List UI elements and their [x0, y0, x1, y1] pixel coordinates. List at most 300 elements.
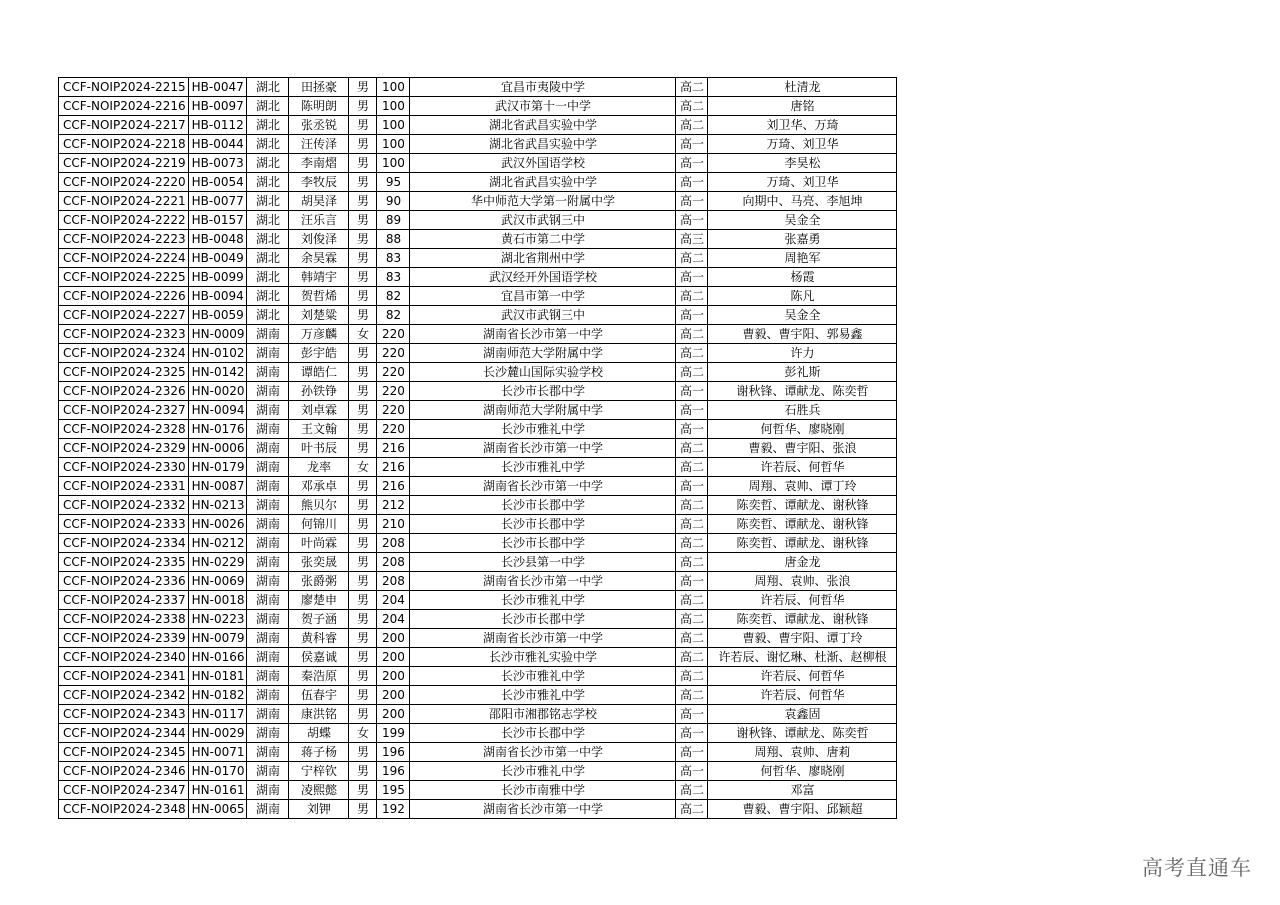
- table-row: [59, 477, 897, 496]
- registration-id-cell: CCF-NOIP2024-2221: [59, 192, 189, 211]
- school-cell: 湖南师范大学附属中学: [410, 344, 676, 363]
- registration-id-cell: CCF-NOIP2024-2223: [59, 230, 189, 249]
- registration-id-cell: CCF-NOIP2024-2324: [59, 344, 189, 363]
- coach-cell: 刘卫华、万琦: [708, 116, 897, 135]
- table-row: [59, 458, 897, 477]
- name-cell: 康洪铭: [289, 705, 349, 724]
- school-cell: 湖南省长沙市第一中学: [410, 743, 676, 762]
- contestant-code-cell: HB-0094: [188, 287, 247, 306]
- registration-id-cell: CCF-NOIP2024-2222: [59, 211, 189, 230]
- gender-cell: 男: [349, 363, 377, 382]
- table-row: [59, 135, 897, 154]
- grade-cell: 高一: [676, 724, 708, 743]
- registration-id-cell: CCF-NOIP2024-2343: [59, 705, 189, 724]
- coach-cell: 吴金全: [708, 306, 897, 325]
- school-cell: 长沙麓山国际实验学校: [410, 363, 676, 382]
- coach-cell: 曹毅、曹宇阳、张浪: [708, 439, 897, 458]
- coach-cell: 邓富: [708, 781, 897, 800]
- contestant-code-cell: HN-0166: [188, 648, 247, 667]
- name-cell: 贺哲烯: [289, 287, 349, 306]
- contestant-code-cell: HN-0161: [188, 781, 247, 800]
- name-cell: 熊贝尔: [289, 496, 349, 515]
- coach-cell: 陈凡: [708, 287, 897, 306]
- score-cell: 208: [377, 572, 410, 591]
- coach-cell: 曹毅、曹宇阳、谭丁玲: [708, 629, 897, 648]
- grade-cell: 高一: [676, 401, 708, 420]
- table-row: [59, 515, 897, 534]
- registration-id-cell: CCF-NOIP2024-2337: [59, 591, 189, 610]
- score-cell: 200: [377, 705, 410, 724]
- school-cell: 湖南省长沙市第一中学: [410, 572, 676, 591]
- contestant-code-cell: HN-0181: [188, 667, 247, 686]
- school-cell: 邵阳市湘郡铭志学校: [410, 705, 676, 724]
- province-cell: 湖北: [247, 154, 289, 173]
- registration-id-cell: CCF-NOIP2024-2325: [59, 363, 189, 382]
- registration-id-cell: CCF-NOIP2024-2216: [59, 97, 189, 116]
- school-cell: 长沙市雅礼中学: [410, 667, 676, 686]
- school-cell: 湖南省长沙市第一中学: [410, 477, 676, 496]
- registration-id-cell: CCF-NOIP2024-2336: [59, 572, 189, 591]
- score-cell: 196: [377, 762, 410, 781]
- grade-cell: 高二: [676, 553, 708, 572]
- gender-cell: 男: [349, 173, 377, 192]
- school-cell: 长沙市长郡中学: [410, 610, 676, 629]
- name-cell: 张丞锐: [289, 116, 349, 135]
- province-cell: 湖南: [247, 800, 289, 819]
- province-cell: 湖南: [247, 496, 289, 515]
- table-row: [59, 97, 897, 116]
- table-row: [59, 325, 897, 344]
- table-row: [59, 363, 897, 382]
- contestant-code-cell: HB-0054: [188, 173, 247, 192]
- coach-cell: 向期中、马亮、李旭坤: [708, 192, 897, 211]
- grade-cell: 高二: [676, 344, 708, 363]
- table-row: [59, 401, 897, 420]
- name-cell: 侯嘉诚: [289, 648, 349, 667]
- registration-id-cell: CCF-NOIP2024-2329: [59, 439, 189, 458]
- coach-cell: 许若辰、何哲华: [708, 667, 897, 686]
- contestant-code-cell: HB-0048: [188, 230, 247, 249]
- name-cell: 王文翰: [289, 420, 349, 439]
- coach-cell: 陈奕哲、谭献龙、谢秋锋: [708, 515, 897, 534]
- coach-cell: 万琦、刘卫华: [708, 135, 897, 154]
- grade-cell: 高一: [676, 762, 708, 781]
- table-row: [59, 800, 897, 819]
- school-cell: 长沙市长郡中学: [410, 515, 676, 534]
- grade-cell: 高二: [676, 496, 708, 515]
- contestant-code-cell: HN-0229: [188, 553, 247, 572]
- registration-id-cell: CCF-NOIP2024-2333: [59, 515, 189, 534]
- table-row: [59, 268, 897, 287]
- province-cell: 湖南: [247, 401, 289, 420]
- school-cell: 湖北省武昌实验中学: [410, 116, 676, 135]
- province-cell: 湖北: [247, 211, 289, 230]
- province-cell: 湖南: [247, 325, 289, 344]
- registration-id-cell: CCF-NOIP2024-2323: [59, 325, 189, 344]
- contestant-code-cell: HN-0170: [188, 762, 247, 781]
- table-row: [59, 781, 897, 800]
- province-cell: 湖北: [247, 78, 289, 97]
- registration-id-cell: CCF-NOIP2024-2341: [59, 667, 189, 686]
- score-cell: 216: [377, 458, 410, 477]
- score-cell: 83: [377, 268, 410, 287]
- table-row: [59, 306, 897, 325]
- grade-cell: 高一: [676, 154, 708, 173]
- school-cell: 长沙市雅礼实验中学: [410, 648, 676, 667]
- score-cell: 89: [377, 211, 410, 230]
- province-cell: 湖北: [247, 306, 289, 325]
- grade-cell: 高一: [676, 743, 708, 762]
- score-cell: 220: [377, 382, 410, 401]
- name-cell: 李牧辰: [289, 173, 349, 192]
- table-body: [59, 78, 897, 819]
- gender-cell: 男: [349, 306, 377, 325]
- grade-cell: 高三: [676, 230, 708, 249]
- province-cell: 湖南: [247, 344, 289, 363]
- registration-id-cell: CCF-NOIP2024-2332: [59, 496, 189, 515]
- contestant-code-cell: HN-0094: [188, 401, 247, 420]
- name-cell: 黄科睿: [289, 629, 349, 648]
- contestant-code-cell: HB-0099: [188, 268, 247, 287]
- registration-id-cell: CCF-NOIP2024-2338: [59, 610, 189, 629]
- table-row: [59, 667, 897, 686]
- name-cell: 何锦川: [289, 515, 349, 534]
- grade-cell: 高二: [676, 458, 708, 477]
- table-row: [59, 78, 897, 97]
- grade-cell: 高二: [676, 629, 708, 648]
- grade-cell: 高一: [676, 211, 708, 230]
- coach-cell: 许若辰、何哲华: [708, 591, 897, 610]
- coach-cell: 周翔、袁帅、谭丁玲: [708, 477, 897, 496]
- school-cell: 长沙市雅礼中学: [410, 686, 676, 705]
- registration-id-cell: CCF-NOIP2024-2345: [59, 743, 189, 762]
- contestant-code-cell: HN-0176: [188, 420, 247, 439]
- gender-cell: 男: [349, 344, 377, 363]
- registration-id-cell: CCF-NOIP2024-2335: [59, 553, 189, 572]
- name-cell: 伍春宇: [289, 686, 349, 705]
- name-cell: 孙铁铮: [289, 382, 349, 401]
- grade-cell: 高二: [676, 800, 708, 819]
- grade-cell: 高二: [676, 667, 708, 686]
- score-cell: 83: [377, 249, 410, 268]
- name-cell: 韩靖宇: [289, 268, 349, 287]
- gender-cell: 男: [349, 135, 377, 154]
- name-cell: 刘卓霖: [289, 401, 349, 420]
- registration-id-cell: CCF-NOIP2024-2344: [59, 724, 189, 743]
- contestant-code-cell: HN-0069: [188, 572, 247, 591]
- table-row: [59, 173, 897, 192]
- province-cell: 湖南: [247, 572, 289, 591]
- grade-cell: 高一: [676, 572, 708, 591]
- grade-cell: 高一: [676, 268, 708, 287]
- contestant-code-cell: HB-0077: [188, 192, 247, 211]
- school-cell: 长沙市雅礼中学: [410, 762, 676, 781]
- registration-id-cell: CCF-NOIP2024-2348: [59, 800, 189, 819]
- school-cell: 长沙县第一中学: [410, 553, 676, 572]
- school-cell: 湖南师范大学附属中学: [410, 401, 676, 420]
- school-cell: 湖南省长沙市第一中学: [410, 800, 676, 819]
- gender-cell: 女: [349, 458, 377, 477]
- school-cell: 武汉市第十一中学: [410, 97, 676, 116]
- province-cell: 湖南: [247, 724, 289, 743]
- gender-cell: 男: [349, 192, 377, 211]
- grade-cell: 高二: [676, 439, 708, 458]
- table-row: [59, 420, 897, 439]
- score-cell: 196: [377, 743, 410, 762]
- gender-cell: 男: [349, 762, 377, 781]
- registration-id-cell: CCF-NOIP2024-2224: [59, 249, 189, 268]
- province-cell: 湖南: [247, 363, 289, 382]
- table-row: [59, 439, 897, 458]
- school-cell: 武汉经开外国语学校: [410, 268, 676, 287]
- school-cell: 长沙市长郡中学: [410, 382, 676, 401]
- name-cell: 田拯豪: [289, 78, 349, 97]
- coach-cell: 杜清龙: [708, 78, 897, 97]
- gender-cell: 男: [349, 382, 377, 401]
- coach-cell: 彭礼斯: [708, 363, 897, 382]
- score-cell: 210: [377, 515, 410, 534]
- grade-cell: 高一: [676, 192, 708, 211]
- grade-cell: 高二: [676, 78, 708, 97]
- name-cell: 邓承卓: [289, 477, 349, 496]
- province-cell: 湖北: [247, 249, 289, 268]
- name-cell: 贺子涵: [289, 610, 349, 629]
- coach-cell: 许力: [708, 344, 897, 363]
- table-row: [59, 610, 897, 629]
- score-cell: 82: [377, 287, 410, 306]
- contestant-code-cell: HN-0179: [188, 458, 247, 477]
- grade-cell: 高一: [676, 173, 708, 192]
- table-row: [59, 116, 897, 135]
- table-row: [59, 762, 897, 781]
- score-cell: 100: [377, 116, 410, 135]
- name-cell: 谭皓仁: [289, 363, 349, 382]
- registration-id-cell: CCF-NOIP2024-2227: [59, 306, 189, 325]
- province-cell: 湖南: [247, 439, 289, 458]
- contestant-code-cell: HN-0071: [188, 743, 247, 762]
- score-cell: 100: [377, 97, 410, 116]
- score-cell: 216: [377, 477, 410, 496]
- registration-id-cell: CCF-NOIP2024-2340: [59, 648, 189, 667]
- name-cell: 张奕晟: [289, 553, 349, 572]
- province-cell: 湖南: [247, 515, 289, 534]
- province-cell: 湖北: [247, 135, 289, 154]
- province-cell: 湖南: [247, 667, 289, 686]
- gender-cell: 男: [349, 781, 377, 800]
- gender-cell: 男: [349, 648, 377, 667]
- contestant-code-cell: HB-0049: [188, 249, 247, 268]
- contestant-code-cell: HN-0102: [188, 344, 247, 363]
- school-cell: 宜昌市夷陵中学: [410, 78, 676, 97]
- grade-cell: 高二: [676, 116, 708, 135]
- name-cell: 彭宇皓: [289, 344, 349, 363]
- gender-cell: 男: [349, 287, 377, 306]
- grade-cell: 高二: [676, 287, 708, 306]
- name-cell: 汪乐言: [289, 211, 349, 230]
- contestant-code-cell: HB-0047: [188, 78, 247, 97]
- name-cell: 凌熙懿: [289, 781, 349, 800]
- table-row: [59, 648, 897, 667]
- province-cell: 湖南: [247, 686, 289, 705]
- table-row: [59, 534, 897, 553]
- table-row: [59, 287, 897, 306]
- contestant-code-cell: HN-0213: [188, 496, 247, 515]
- coach-cell: 吴金全: [708, 211, 897, 230]
- province-cell: 湖北: [247, 287, 289, 306]
- school-cell: 长沙市长郡中学: [410, 496, 676, 515]
- contestant-code-cell: HB-0044: [188, 135, 247, 154]
- province-cell: 湖南: [247, 591, 289, 610]
- school-cell: 宜昌市第一中学: [410, 287, 676, 306]
- gender-cell: 男: [349, 591, 377, 610]
- name-cell: 叶书辰: [289, 439, 349, 458]
- province-cell: 湖南: [247, 553, 289, 572]
- gender-cell: 男: [349, 515, 377, 534]
- score-cell: 200: [377, 686, 410, 705]
- coach-cell: 何哲华、廖晓刚: [708, 420, 897, 439]
- gender-cell: 男: [349, 477, 377, 496]
- score-cell: 88: [377, 230, 410, 249]
- grade-cell: 高二: [676, 97, 708, 116]
- contestant-code-cell: HN-0212: [188, 534, 247, 553]
- score-cell: 100: [377, 154, 410, 173]
- registration-id-cell: CCF-NOIP2024-2326: [59, 382, 189, 401]
- name-cell: 刘钾: [289, 800, 349, 819]
- coach-cell: 谢秋锋、谭献龙、陈奕哲: [708, 382, 897, 401]
- gender-cell: 男: [349, 230, 377, 249]
- province-cell: 湖南: [247, 762, 289, 781]
- grade-cell: 高二: [676, 686, 708, 705]
- gender-cell: 男: [349, 572, 377, 591]
- table-row: [59, 686, 897, 705]
- registration-id-cell: CCF-NOIP2024-2219: [59, 154, 189, 173]
- gender-cell: 女: [349, 325, 377, 344]
- province-cell: 湖北: [247, 173, 289, 192]
- contestant-code-cell: HN-0029: [188, 724, 247, 743]
- coach-cell: 杨霞: [708, 268, 897, 287]
- coach-cell: 李昊松: [708, 154, 897, 173]
- name-cell: 李南熠: [289, 154, 349, 173]
- registration-id-cell: CCF-NOIP2024-2217: [59, 116, 189, 135]
- score-cell: 195: [377, 781, 410, 800]
- province-cell: 湖南: [247, 781, 289, 800]
- contestant-code-cell: HB-0157: [188, 211, 247, 230]
- contestant-code-cell: HN-0223: [188, 610, 247, 629]
- score-cell: 95: [377, 173, 410, 192]
- province-cell: 湖南: [247, 382, 289, 401]
- gender-cell: 男: [349, 705, 377, 724]
- score-cell: 220: [377, 325, 410, 344]
- gender-cell: 男: [349, 496, 377, 515]
- table-row: [59, 230, 897, 249]
- gender-cell: 男: [349, 211, 377, 230]
- name-cell: 刘楚粱: [289, 306, 349, 325]
- school-cell: 长沙市雅礼中学: [410, 458, 676, 477]
- coach-cell: 石胜兵: [708, 401, 897, 420]
- grade-cell: 高一: [676, 705, 708, 724]
- gender-cell: 男: [349, 610, 377, 629]
- name-cell: 刘俊泽: [289, 230, 349, 249]
- grade-cell: 高一: [676, 420, 708, 439]
- contestant-code-cell: HB-0059: [188, 306, 247, 325]
- coach-cell: 何哲华、廖晓刚: [708, 762, 897, 781]
- province-cell: 湖南: [247, 648, 289, 667]
- score-cell: 208: [377, 553, 410, 572]
- school-cell: 湖北省武昌实验中学: [410, 135, 676, 154]
- contestant-code-cell: HN-0020: [188, 382, 247, 401]
- registration-id-cell: CCF-NOIP2024-2220: [59, 173, 189, 192]
- score-cell: 204: [377, 610, 410, 629]
- gender-cell: 男: [349, 420, 377, 439]
- coach-cell: 周翔、袁帅、张浪: [708, 572, 897, 591]
- gender-cell: 男: [349, 116, 377, 135]
- grade-cell: 高二: [676, 325, 708, 344]
- school-cell: 湖北省武昌实验中学: [410, 173, 676, 192]
- score-cell: 208: [377, 534, 410, 553]
- grade-cell: 高一: [676, 306, 708, 325]
- grade-cell: 高二: [676, 648, 708, 667]
- score-cell: 100: [377, 78, 410, 97]
- contestant-code-cell: HN-0142: [188, 363, 247, 382]
- name-cell: 叶尚霖: [289, 534, 349, 553]
- registration-id-cell: CCF-NOIP2024-2327: [59, 401, 189, 420]
- score-cell: 220: [377, 363, 410, 382]
- score-cell: 220: [377, 401, 410, 420]
- gender-cell: 男: [349, 629, 377, 648]
- school-cell: 长沙市雅礼中学: [410, 420, 676, 439]
- school-cell: 湖南省长沙市第一中学: [410, 325, 676, 344]
- registration-id-cell: CCF-NOIP2024-2328: [59, 420, 189, 439]
- coach-cell: 曹毅、曹宇阳、郭易鑫: [708, 325, 897, 344]
- gender-cell: 男: [349, 800, 377, 819]
- coach-cell: 谢秋锋、谭献龙、陈奕哲: [708, 724, 897, 743]
- name-cell: 龙率: [289, 458, 349, 477]
- contestant-code-cell: HN-0079: [188, 629, 247, 648]
- score-cell: 82: [377, 306, 410, 325]
- name-cell: 胡昊泽: [289, 192, 349, 211]
- contestant-code-cell: HB-0097: [188, 97, 247, 116]
- gender-cell: 男: [349, 686, 377, 705]
- score-cell: 220: [377, 420, 410, 439]
- coach-cell: 曹毅、曹宇阳、邱颖超: [708, 800, 897, 819]
- coach-cell: 许若辰、何哲华: [708, 458, 897, 477]
- table-row: [59, 553, 897, 572]
- name-cell: 张爵粥: [289, 572, 349, 591]
- gender-cell: 男: [349, 97, 377, 116]
- contestant-code-cell: HN-0065: [188, 800, 247, 819]
- grade-cell: 高二: [676, 534, 708, 553]
- registration-id-cell: CCF-NOIP2024-2218: [59, 135, 189, 154]
- coach-cell: 许若辰、谢忆琳、杜渐、赵柳根: [708, 648, 897, 667]
- province-cell: 湖北: [247, 116, 289, 135]
- name-cell: 万彦麟: [289, 325, 349, 344]
- table-row: [59, 705, 897, 724]
- registration-id-cell: CCF-NOIP2024-2330: [59, 458, 189, 477]
- school-cell: 长沙市南雅中学: [410, 781, 676, 800]
- grade-cell: 高一: [676, 382, 708, 401]
- coach-cell: 唐铭: [708, 97, 897, 116]
- score-cell: 100: [377, 135, 410, 154]
- province-cell: 湖南: [247, 610, 289, 629]
- score-cell: 90: [377, 192, 410, 211]
- coach-cell: 袁鑫固: [708, 705, 897, 724]
- table-row: [59, 211, 897, 230]
- registration-id-cell: CCF-NOIP2024-2339: [59, 629, 189, 648]
- province-cell: 湖北: [247, 230, 289, 249]
- gender-cell: 男: [349, 268, 377, 287]
- coach-cell: 张嘉勇: [708, 230, 897, 249]
- grade-cell: 高二: [676, 249, 708, 268]
